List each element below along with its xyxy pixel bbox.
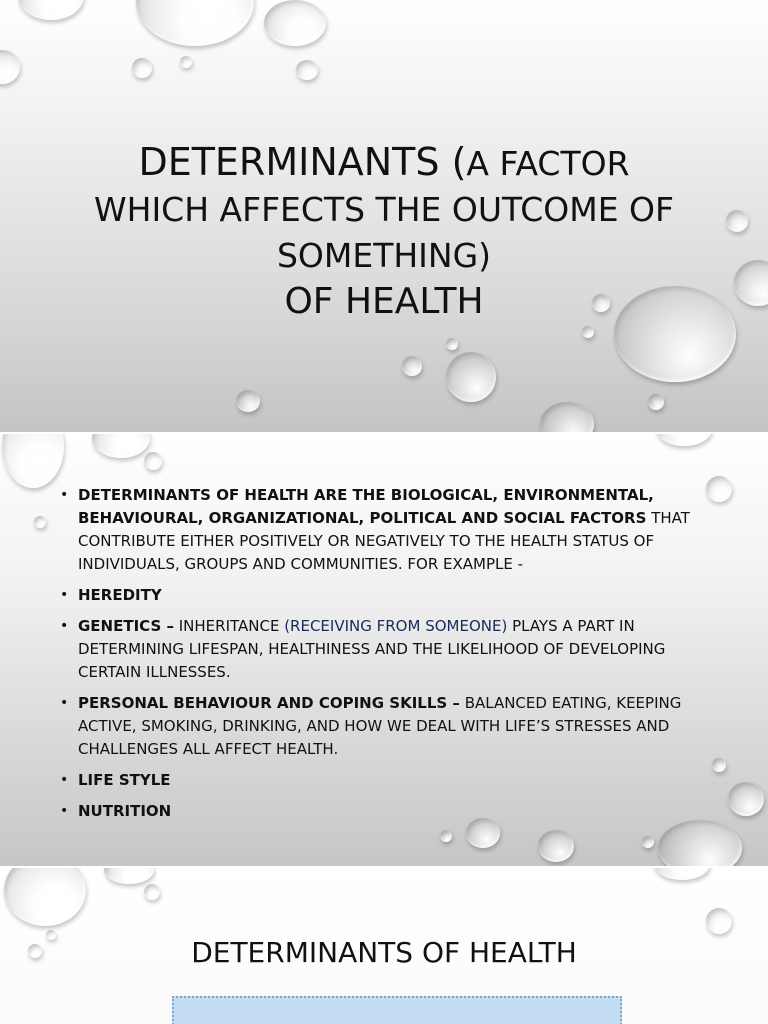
water-drop-decoration [728,782,764,816]
list-item [60,769,700,792]
water-drop-decoration [132,58,152,78]
list-item [60,484,700,576]
water-drop-decoration [440,830,452,842]
life-style-label: LIFE STYLE [78,771,171,789]
water-drop-decoration [582,326,594,338]
water-drop-decoration [734,260,768,306]
water-drop-decoration [180,56,192,68]
nutrition-label: NUTRITION [78,802,172,820]
water-drop-decoration [296,60,318,80]
water-drop-decoration [538,830,574,862]
water-drop-decoration [648,394,664,410]
title-part-3: WHICH AFFECTS THE OUTCOME OF SOMETHING) [94,190,674,275]
list-item [60,800,700,823]
water-drop-decoration [0,50,20,84]
water-drop-decoration [654,868,710,880]
personal-behaviour-text: BALANCED EATING, KEEPING ACTIVE, SMOKING, DRINKING, AND HOW WE DEAL WITH LIFE’S STRESSES AND CHALLENGES ALL AFFECT HEALTH. [78,694,682,758]
slide-title: DETERMINANTS OF HEALTH [191,936,577,969]
water-drop-decoration [642,836,654,848]
genetics-label: GENETICS – [78,617,174,635]
water-drop-decoration [726,210,748,232]
water-drop-decoration [18,0,84,20]
title-part-2: A FACTOR [466,144,630,183]
personal-behaviour-label: PERSONAL BEHAVIOUR AND COPING SKILLS – [78,694,460,712]
water-drop-decoration [446,352,496,402]
water-drop-decoration [706,908,732,934]
water-drop-decoration [2,434,64,488]
genetics-text-1: INHERITANCE [173,617,285,635]
bullet-list [60,484,700,831]
list-item [60,615,700,684]
intro-text: THAT CONTRIBUTE EITHER POSITIVELY OR NEGATIVELY TO THE HEALTH STATUS OF INDIVIDUALS, GROUPS AND COMMUNITIES. FOR EXAMPLE - [78,509,690,573]
list-item [60,692,700,761]
water-drop-decoration [706,476,732,502]
water-drop-decoration [540,402,594,432]
water-drop-decoration [34,516,46,528]
water-drop-decoration [712,758,726,772]
water-drop-decoration [92,434,150,458]
water-drop-decoration [656,434,712,446]
water-drop-decoration [136,0,254,46]
title-slide [0,0,768,432]
heredity-label: HEREDITY [78,586,162,604]
water-drop-decoration [104,868,154,884]
water-drop-decoration [144,884,160,900]
diagram-slide [0,868,768,1024]
list-item [60,584,700,607]
water-drop-decoration [236,390,260,412]
title-part-1: DETERMINANTS ( [138,140,467,184]
title-part-4: OF HEALTH [284,281,484,322]
water-drop-decoration [4,868,86,926]
content-slide [0,434,768,866]
water-drop-decoration [446,338,458,350]
intro-bold-text: DETERMINANTS OF HEALTH ARE THE BIOLOGICAL, ENVIRONMENTAL, BEHAVIOURAL, ORGANIZATIONAL, POLITICAL AND SOCIAL FACTORS [78,486,654,527]
genetics-text-2: PLAYS A PART IN DETERMINING LIFESPAN, HEALTHINESS AND THE LIKELIHOOD OF DEVELOPING CERTAIN ILLNESSES. [78,617,666,681]
diagram-box [172,996,622,1024]
genetics-highlight: (RECEIVING FROM SOMEONE) [284,617,508,635]
slide-title [84,142,684,322]
water-drop-decoration [144,452,162,470]
water-drop-decoration [402,356,422,376]
water-drop-decoration [264,0,326,46]
